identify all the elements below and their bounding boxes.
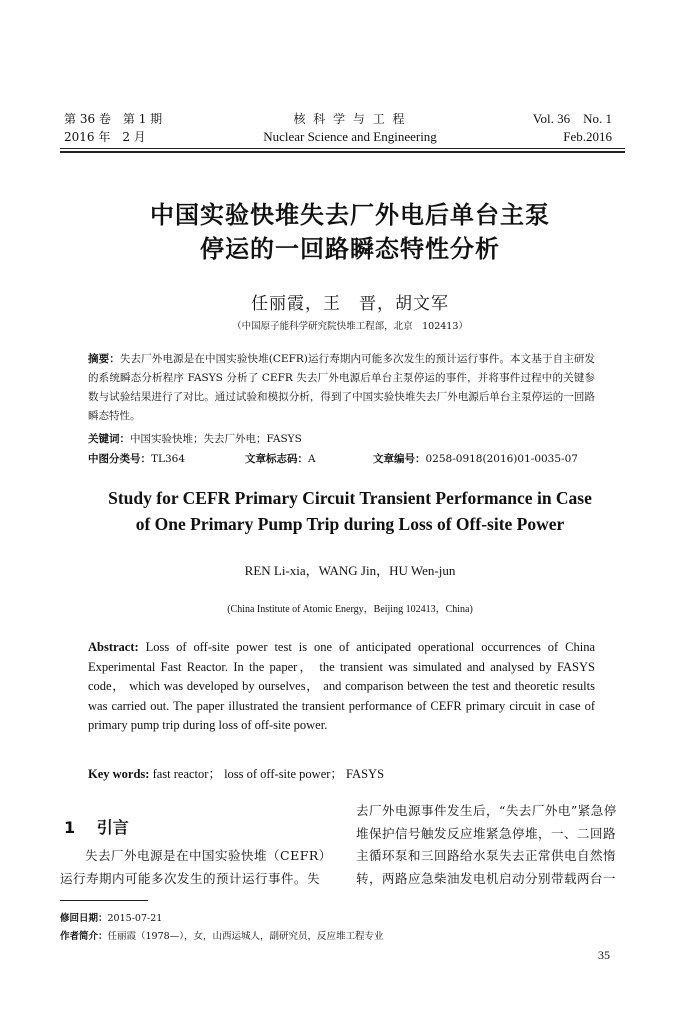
keywords-en-label: Key words: — [88, 767, 150, 781]
received-value: 2015-07-21 — [107, 913, 163, 924]
header-date-en: Feb.2016 — [563, 129, 612, 144]
body-right-column: 去厂外电源事件发生后，“失去厂外电”紧急停堆保护信号触发反应堆紧急停堆，一、二回路主循环泵和三回路给水泵失去正常供电自然惰转，两路应急柴油发电机启动分别带载两台一 — [356, 803, 617, 886]
doc-label: 文章标志码： — [245, 453, 308, 465]
authors-en: REN Li-xia，WANG Jin，HU Wen-jun — [244, 563, 456, 578]
abstract-cn — [88, 350, 595, 426]
abstract-en-label: Abstract: — [88, 640, 139, 654]
authors-cn: 任丽霞，王 晋，胡文军 — [251, 294, 449, 314]
header-journal-cn: 核 科 学 与 工 程 — [293, 112, 407, 126]
title-cn-line2: 停运的一回路瞬态特性分析 — [200, 235, 500, 263]
bio-label: 作者简介： — [60, 931, 108, 942]
abstract-en — [88, 638, 595, 736]
keywords-cn-text: 中国实验快堆；失去厂外电；FASYS — [130, 433, 302, 445]
article-label: 文章编号： — [373, 453, 426, 465]
keywords-en — [88, 765, 595, 785]
header-rule-bottom — [60, 151, 625, 153]
affiliation-en: (China Institute of Atomic Energy，Beijing 102413，China) — [227, 604, 473, 615]
footnote-bio — [60, 928, 383, 942]
body-left-column: 失去厂外电源是在中国实验快堆（CEFR）运行寿期内可能多次发生的预计运行事件。失 — [60, 848, 326, 886]
page-number: 35 — [598, 948, 610, 962]
header-volume-en: Vol. 36 No. 1 — [532, 111, 612, 126]
header-journal-en: Nuclear Science and Engineering — [263, 129, 437, 144]
received-label: 修回日期： — [60, 913, 108, 924]
article-number — [373, 451, 578, 466]
section-title: 引言 — [96, 818, 129, 837]
keywords-cn — [88, 430, 595, 449]
article-value: 0258-0918(2016)01-0035-07 — [425, 453, 578, 465]
abstract-en-text: Loss of off-site power test is one of anticipated operational occurrences of China Experimental Fast Reactor. In the paper， the transient was simulated and analysed by FASYS code， which was developed by ourselves， and comparison between the test and theoretic results was carried out. The paper illustrated the transient performance of CEFR primary circuit in case of primary pump trip during loss of off-site power. — [88, 640, 595, 732]
footnote-rule — [60, 900, 148, 901]
abstract-cn-text: 失去厂外电源是在中国实验快堆(CEFR)运行寿期内可能多次发生的预计运行事件。本文基于自主研发的系统瞬态分析程序 FASYS 分析了 CEFR 失去厂外电源后单台主泵停运的事件，并将事件过程中的关键参数与试验结果进行了对比。通过试验和模拟分析，得到了中国实验快堆失去厂外电源后单台主泵停运的一回路瞬态特性。 — [88, 353, 595, 422]
keywords-cn-label: 关键词： — [88, 433, 130, 445]
title-en-line2: of One Primary Pump Trip during Loss of Off-site Power — [135, 514, 565, 534]
doc-value: A — [308, 453, 316, 465]
header-volume-cn: 第 36 卷 第 1 期 — [64, 112, 163, 126]
clc-number — [88, 451, 185, 466]
clc-value: TL364 — [151, 453, 186, 465]
abstract-cn-label: 摘要： — [88, 353, 120, 365]
clc-label: 中图分类号： — [88, 453, 151, 465]
title-cn-line1: 中国实验快堆失去厂外电后单台主泵 — [150, 201, 550, 229]
header-rule-top — [60, 148, 625, 149]
doc-code — [245, 451, 316, 466]
footnote-received — [60, 910, 162, 924]
section-number: 1 — [64, 818, 76, 837]
title-en-line1: Study for CEFR Primary Circuit Transient Performance in Case — [108, 488, 592, 508]
section-heading — [64, 815, 129, 838]
affiliation-cn: （中国原子能科学研究院快堆工程部，北京 102413） — [232, 321, 468, 332]
bio-value: 任丽霞（1978—），女，山西运城人，副研究员，反应堆工程专业 — [107, 931, 384, 942]
header-date-cn: 2016 年 2 月 — [64, 130, 146, 144]
keywords-en-text: fast reactor； loss of off-site power； FASYS — [149, 767, 385, 781]
